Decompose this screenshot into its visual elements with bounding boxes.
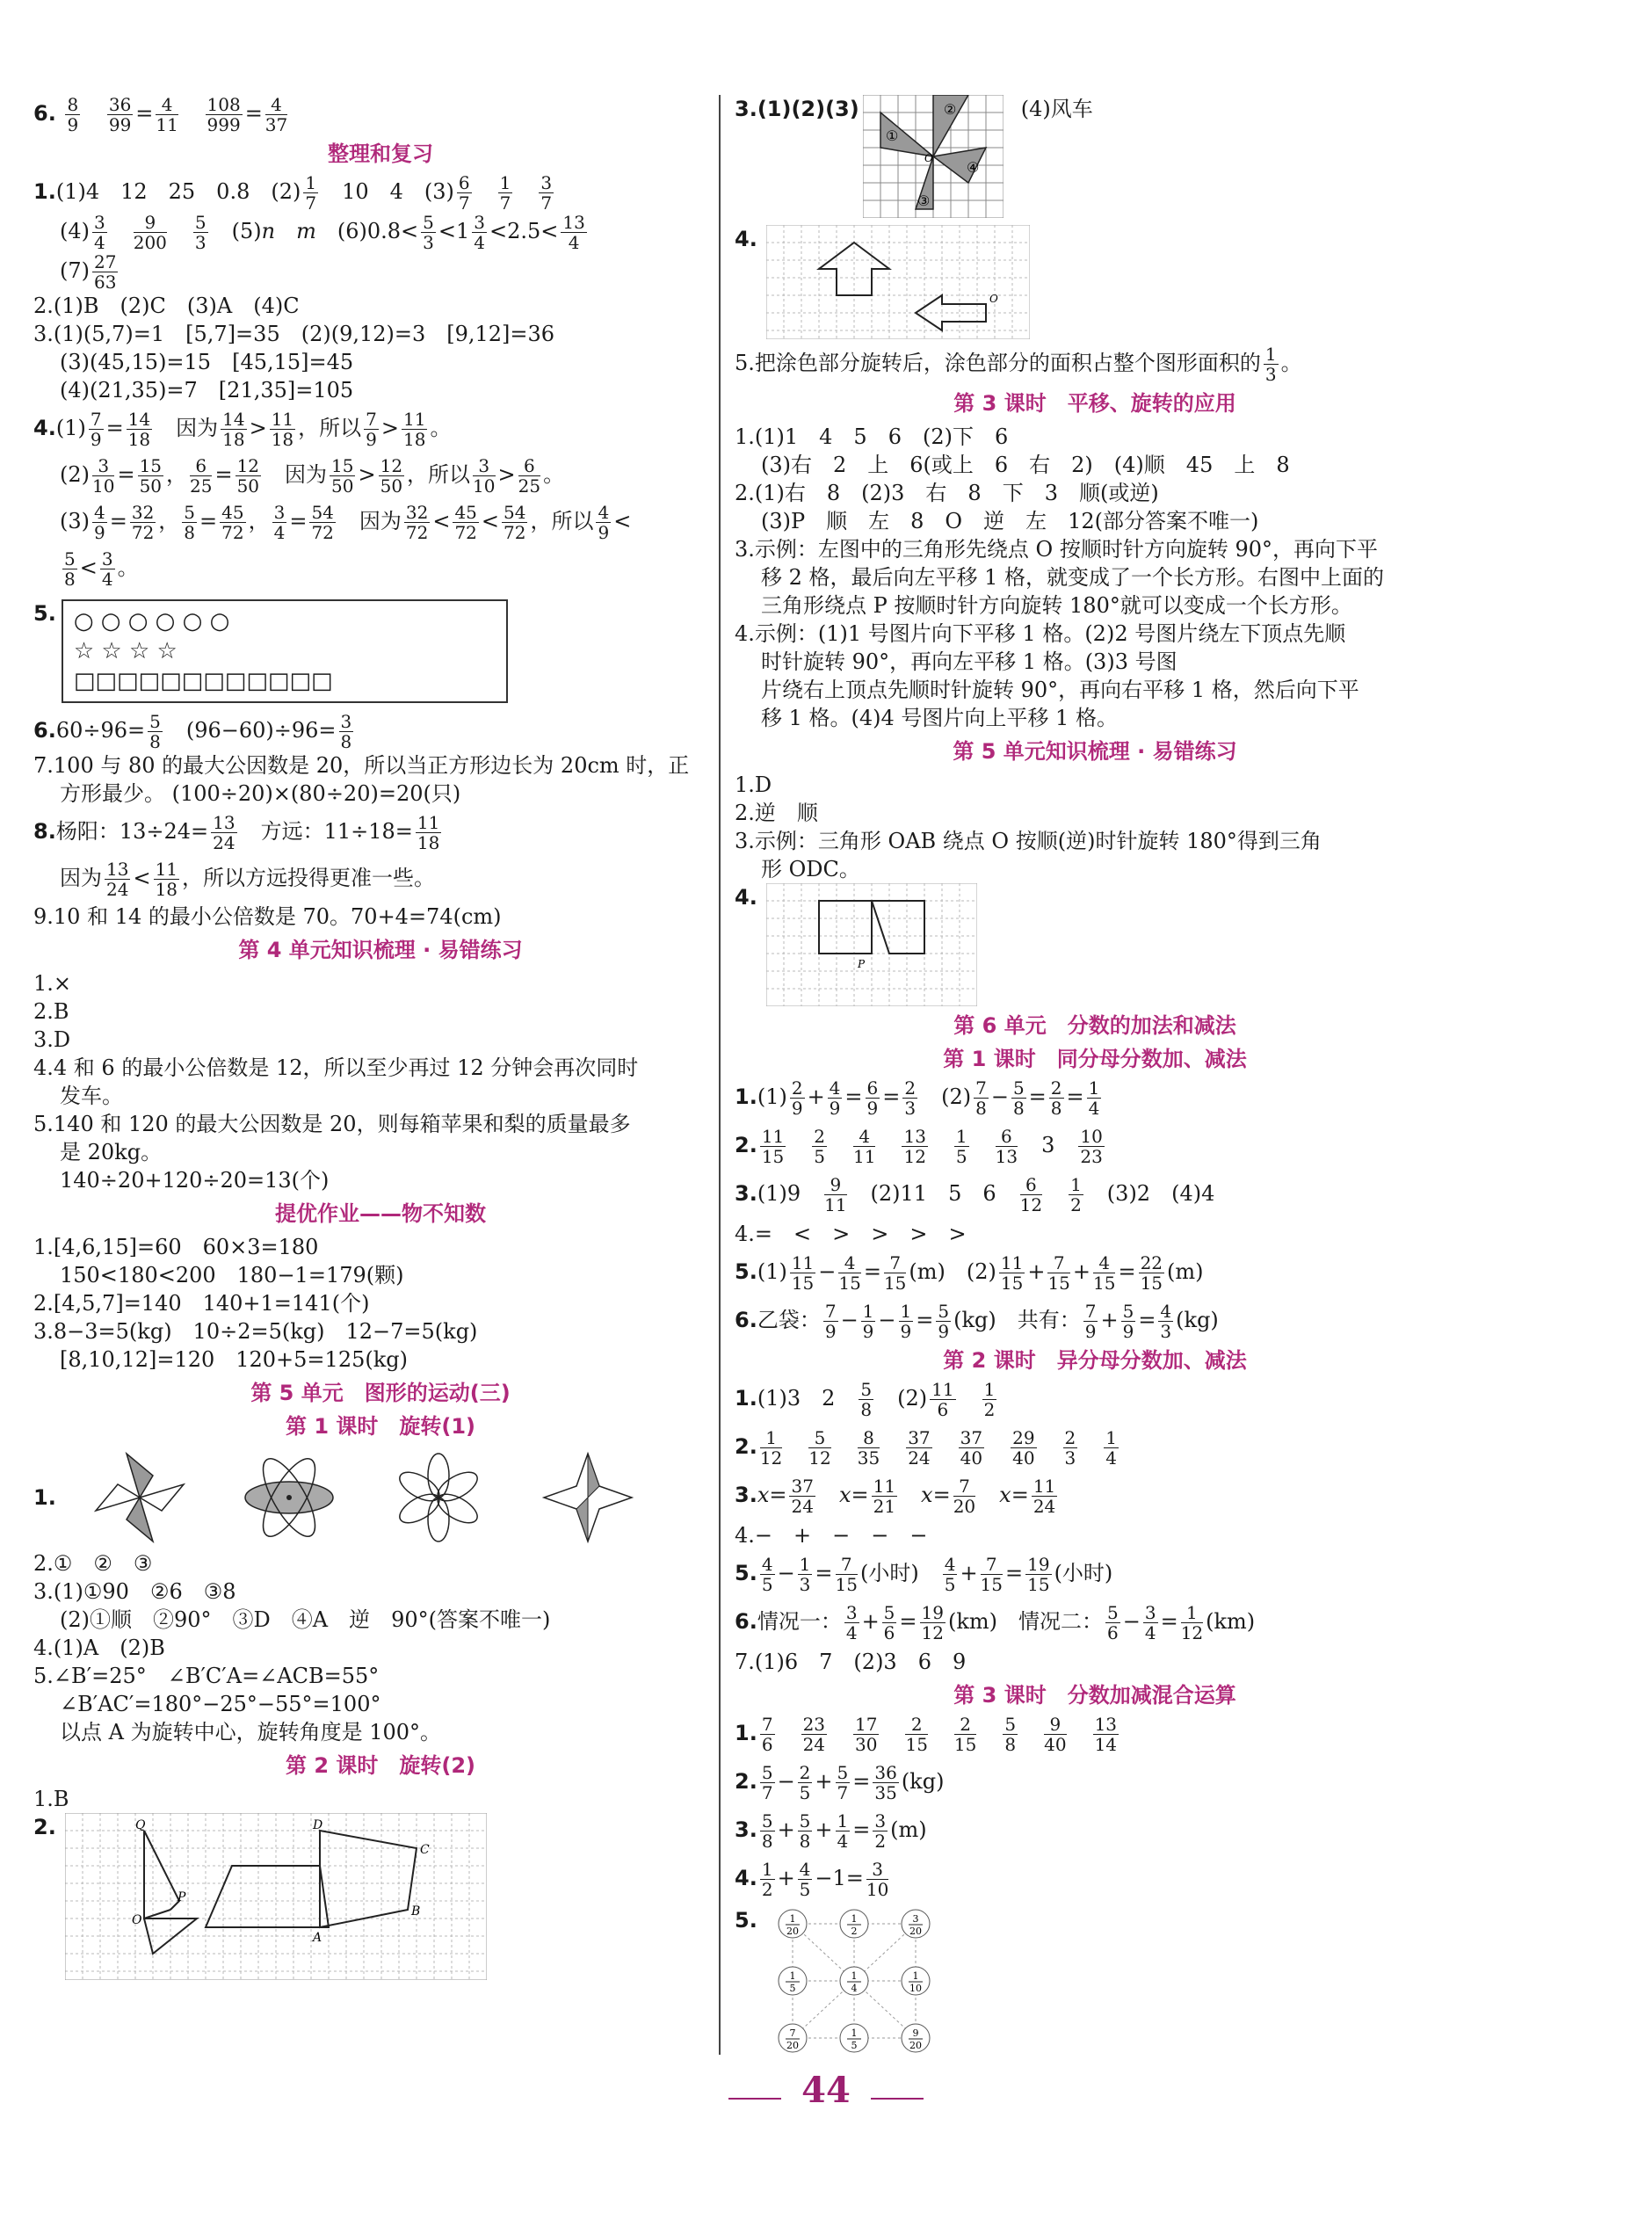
lesson1-4: 4.(1)A (2)B bbox=[33, 1636, 165, 1660]
svg-text:2: 2 bbox=[851, 1926, 858, 1937]
label-c: C bbox=[419, 1843, 430, 1857]
arrow-grid-figure bbox=[766, 225, 1030, 339]
svg-text:1: 1 bbox=[851, 2027, 858, 2039]
section-unit6-lesson1: 第 1 课时 同分母分数加、减法 bbox=[943, 1047, 1247, 1071]
svg-text:7: 7 bbox=[789, 2027, 796, 2039]
u5k-2: 2.逆 顺 bbox=[735, 801, 818, 825]
review-2: 2.(1)B (2)C (3)A (4)C bbox=[33, 294, 300, 318]
u6-3: 3.(1)9 $\frac{9}{11}$ (2)11 5 6 $\frac{6}{12}$ $\frac{1}{2}$ (3)2 (4)4 bbox=[735, 1174, 1215, 1215]
u6c-5: 5. 1 20 1 2 3 20 1 5 1 4 1 10 7 20 1 5 9 20 bbox=[735, 1906, 1455, 2056]
fraction-grid-figure bbox=[766, 1906, 942, 2056]
u6b-2: 2. $\frac{1}{12}$ $\frac{5}{12}$ $\frac{8}{35}$ $\frac{37}{24}$ $\frac{37}{40}$ $\frac{29}{40}$ $\frac{2}{3}$ $\frac{1}{4}$ bbox=[735, 1427, 1118, 1469]
svg-text:20: 20 bbox=[909, 1926, 922, 1937]
pinwheel-figure bbox=[91, 1449, 188, 1546]
review-3c: (4)(21,35)=7 [21,35]=105 bbox=[60, 378, 354, 403]
lesson3-3c: 三角形绕点 P 按顺时针方向旋转 180°就可以变成一个长方形。 bbox=[761, 593, 1352, 618]
section-review: 整理和复习 bbox=[328, 141, 433, 166]
svg-text:4: 4 bbox=[851, 1983, 858, 1994]
answer-6-top: 6. $\frac{8}{9}$ $\frac{36}{99}$ = $\frac{4}{11}$ $\frac{108}{999}$ = $\frac{4}{37}$ bbox=[33, 94, 288, 135]
label-p: P bbox=[177, 1890, 186, 1904]
review-7b: 方形最少。 (100÷20)×(80÷20)=20(只) bbox=[60, 781, 461, 806]
section-unit6: 第 6 单元 分数的加法和减法 bbox=[953, 1013, 1236, 1038]
u5k-4: 4. P bbox=[735, 883, 1455, 1006]
u6b-3: 3.x= $\frac{37}{24}$ x= $\frac{11}{21}$ x= $\frac{7}{20}$ x= $\frac{11}{24}$ bbox=[735, 1476, 1056, 1517]
section-unit5-lesson2: 第 2 课时 旋转(2) bbox=[285, 1753, 476, 1778]
page-number: 44 bbox=[801, 2070, 851, 2111]
stars-row: ☆ ☆ ☆ ☆ bbox=[73, 638, 178, 664]
tiyou-2: 2.[4,5,7]=140 140+1=141(个) bbox=[33, 1291, 370, 1316]
review-8b: 因为 $\frac{13}{24}$ < $\frac{11}{18}$ ，所以方远投得更准一些。 bbox=[60, 859, 436, 900]
review-6: 6.60÷96= $\frac{5}{8}$ (96−60)÷96= $\frac{3}{8}$ bbox=[33, 711, 352, 752]
svg-text:1: 1 bbox=[789, 1970, 796, 1982]
lesson1-3b: (2)①顺 ②90° ③D ④A 逆 90°(答案不唯一) bbox=[60, 1607, 551, 1632]
section-unit4: 第 4 单元知识梳理 · 易错练习 bbox=[238, 938, 523, 962]
lesson3-4c: 片绕右上顶点先顺时针旋转 90°，再向右平移 1 格，然后向下平 bbox=[761, 678, 1359, 702]
u6b-1: 1.(1)3 2 $\frac{5}{8}$ (2) $\frac{11}{6}$ $\frac{1}{2}$ bbox=[735, 1379, 996, 1420]
lesson2-2: 2. Q P O D C B A bbox=[33, 1813, 728, 1980]
tiyou-1b: 150<180<200 180−1=179(颗) bbox=[60, 1263, 404, 1287]
right-q3: 3.(1)(2)(3) ① ② ③ ④ O (4)风车 bbox=[735, 95, 1455, 218]
svg-text:5: 5 bbox=[789, 1983, 796, 1994]
u6c-4: 4. $\frac{1}{2}$ + $\frac{4}{5}$ −1= $\frac{3}{10}$ bbox=[735, 1859, 889, 1900]
unit4-5b: 是 20kg。 bbox=[60, 1140, 163, 1164]
svg-text:1: 1 bbox=[789, 1913, 796, 1925]
label-o: O bbox=[924, 152, 933, 164]
footer-dash-left bbox=[728, 2098, 781, 2100]
u5k-1: 1.D bbox=[735, 772, 772, 797]
review-1c: (7) $\frac{27}{63}$ bbox=[60, 251, 117, 293]
u6c-2: 2. $\frac{5}{7}$ − $\frac{2}{5}$ + $\frac{5}{7}$ = $\frac{36}{35}$ (kg) bbox=[735, 1762, 945, 1803]
lesson3-3a: 3.示例：左图中的三角形先绕点 O 按顺时针方向旋转 90°，再向下平 bbox=[735, 537, 1378, 562]
rotation-grid-figure bbox=[65, 1813, 487, 1980]
section-unit6-lesson3: 第 3 课时 分数加减混合运算 bbox=[953, 1683, 1236, 1708]
section-unit5-lesson1: 第 1 课时 旋转(1) bbox=[285, 1414, 476, 1439]
svg-text:10: 10 bbox=[909, 1983, 922, 1994]
label-2: ② bbox=[943, 101, 957, 118]
u6-6: 6.乙袋： $\frac{7}{9}$ − $\frac{1}{9}$ − $\frac{1}{9}$ = $\frac{5}{9}$ (kg) 共有： $\frac{7}{9}$ + $\frac{5}{9}$ = $\frac{4}{3}$ (kg) bbox=[735, 1301, 1219, 1342]
svg-text:20: 20 bbox=[786, 2040, 799, 2051]
review-9: 9.10 和 14 的最小公倍数是 70。70+4=74(cm) bbox=[33, 904, 502, 929]
review-4c: (3) $\frac{4}{9}$ = $\frac{32}{72}$ ， $\frac{5}{8}$ = $\frac{45}{72}$ ， $\frac{3}{4}$ = $\frac{54}{72}$ 因为 $\frac{32}{72}$ < $\frac{45}{72}$ < $\frac{54}{72}$ ，所以 $\frac{4}{9}$ < bbox=[60, 502, 632, 543]
u6b-7: 7.(1)6 7 (2)3 6 9 bbox=[735, 1650, 967, 1674]
u6b-4: 4.− + − − − bbox=[735, 1523, 928, 1548]
unit4-5c: 140÷20+120÷20=13(个) bbox=[60, 1168, 330, 1193]
u6b-6: 6.情况一： $\frac{3}{4}$ + $\frac{5}{6}$ = $\frac{19}{12}$ (km) 情况二： $\frac{5}{6}$ − $\frac{3}{4}$ = $\frac{1}{12}$ (km) bbox=[735, 1602, 1256, 1643]
svg-text:3: 3 bbox=[912, 1913, 919, 1925]
lesson3-3b: 移 2 格，最后向左平移 1 格，就变成了一个长方形。右图中上面的 bbox=[761, 565, 1385, 590]
right-q4: 4. O bbox=[735, 225, 1455, 339]
page-footer bbox=[0, 2070, 1652, 2111]
lesson3-4d: 移 1 格。(4)4 号图片向上平移 1 格。 bbox=[761, 706, 1118, 730]
u6-1: 1.(1) $\frac{2}{9}$ + $\frac{4}{9}$ = $\frac{6}{9}$ = $\frac{2}{3}$ (2) $\frac{7}{8}$ − $\frac{5}{8}$ = $\frac{2}{8}$ = $\frac{1}{4}$ bbox=[735, 1077, 1100, 1119]
tiyou-1a: 1.[4,6,15]=60 60×3=180 bbox=[33, 1235, 319, 1259]
review-4b: (2) $\frac{3}{10}$ = $\frac{15}{50}$ ， $\frac{6}{25}$ = $\frac{12}{50}$ 因为 $\frac{15}{50}$ > $\frac{12}{50}$ ，所以 $\frac{3}{10}$ > $\frac{6}{25}$ 。 bbox=[60, 455, 565, 497]
rect-grid-figure bbox=[766, 883, 977, 1006]
u6-4: 4.= < > > > > bbox=[735, 1222, 967, 1246]
label-b: B bbox=[410, 1904, 421, 1918]
label-3: ③ bbox=[917, 192, 931, 209]
review-5: 5. ○ ○ ○ ○ ○ ○ ☆ ☆ ☆ ☆ □□□□□□□□□□□□ bbox=[33, 599, 728, 703]
svg-text:1: 1 bbox=[851, 1970, 858, 1982]
svg-text:9: 9 bbox=[912, 2027, 919, 2039]
label-d: D bbox=[312, 1818, 323, 1832]
tiyou-3a: 3.8−3=5(kg) 10÷2=5(kg) 12−7=5(kg) bbox=[33, 1319, 478, 1344]
lesson1-2: 2.① ② ③ bbox=[33, 1551, 153, 1576]
review-4d: $\frac{5}{8}$ < $\frac{3}{4}$ 。 bbox=[64, 548, 139, 590]
pinwheel-answer: (4)风车 bbox=[1020, 97, 1093, 121]
star-figure bbox=[540, 1449, 636, 1546]
right-q5: 5.把涂色部分旋转后，涂色部分的面积占整个图形面积的 $\frac{1}{3}$ 。 bbox=[735, 344, 1302, 385]
lesson1-5c: 以点 A 为旋转中心，旋转角度是 100°。 bbox=[60, 1720, 442, 1744]
lesson3-4a: 4.示例：(1)1 号图片向下平移 1 格。(2)2 号图片绕左下顶点先顺 bbox=[735, 621, 1346, 646]
footer-dash-right bbox=[871, 2098, 924, 2100]
circles-row: ○ ○ ○ ○ ○ ○ bbox=[73, 608, 230, 635]
review-3a: 3.(1)(5,7)=1 [5,7]=35 (2)(9,12)=3 [9,12]=36 bbox=[33, 322, 555, 346]
u6-5: 5.(1) $\frac{11}{15}$ − $\frac{4}{15}$ = $\frac{7}{15}$ (m) (2) $\frac{11}{15}$ + $\frac{7}{15}$ + $\frac{4}{15}$ = $\frac{22}{15}$ (m) bbox=[735, 1252, 1204, 1294]
svg-text:1: 1 bbox=[851, 1913, 858, 1925]
unit4-4b: 发车。 bbox=[60, 1084, 123, 1108]
label-o: O bbox=[131, 1913, 142, 1927]
review-1a: 1.(1)4 12 25 0.8 (2) $\frac{1}{7}$ 10 4 (3) $\frac{6}{7}$ $\frac{1}{7}$ $\frac{3}{7}$ bbox=[33, 172, 553, 214]
svg-text:5: 5 bbox=[851, 2040, 858, 2051]
squares-row: □□□□□□□□□□□□ bbox=[73, 668, 333, 694]
unit4-3: 3.D bbox=[33, 1027, 71, 1052]
lesson2-1: 1.B bbox=[33, 1787, 69, 1811]
unit4-2: 2.B bbox=[33, 999, 69, 1024]
lesson3-1b: (3)右 2 上 6(或上 6 右 2) (4)顺 45 上 8 bbox=[761, 453, 1290, 477]
right-column bbox=[735, 95, 1455, 2056]
u6-2: 2. $\frac{11}{15}$ $\frac{2}{5}$ $\frac{4}{11}$ $\frac{13}{12}$ $\frac{1}{5}$ $\frac{6}{13}$ 3 $\frac{10}{23}$ bbox=[735, 1126, 1103, 1167]
label-q: Q bbox=[134, 1818, 146, 1832]
lesson3-4b: 时针旋转 90°，再向左平移 1 格。(3)3 号图 bbox=[761, 649, 1177, 674]
review-3b: (3)(45,15)=15 [45,15]=45 bbox=[60, 350, 354, 374]
label-o2: O bbox=[989, 293, 998, 305]
lesson1-q1: 1. bbox=[33, 1446, 728, 1549]
section-unit5-knowledge: 第 5 单元知识梳理 · 易错练习 bbox=[953, 739, 1237, 764]
tiyou-3b: [8,10,12]=120 120+5=125(kg) bbox=[60, 1347, 408, 1372]
lesson1-3a: 3.(1)①90 ②6 ③8 bbox=[33, 1579, 236, 1604]
label-a: A bbox=[312, 1931, 322, 1945]
atom-figure bbox=[241, 1449, 337, 1546]
label-4: ④ bbox=[966, 159, 980, 176]
section-unit5: 第 5 单元 图形的运动(三) bbox=[250, 1381, 511, 1405]
review-4a: 4.(1) $\frac{7}{9}$ = $\frac{14}{18}$ 因为 $\frac{14}{18}$ > $\frac{11}{18}$ ，所以 $\frac{7}{9}$ > $\frac{11}{18}$ 。 bbox=[33, 409, 452, 450]
lesson1-5a: 5.∠B′=25° ∠B′C′A=∠ACB=55° bbox=[33, 1664, 380, 1688]
lesson1-5b: ∠B′AC′=180°−25°−55°=100° bbox=[60, 1692, 381, 1716]
svg-text:20: 20 bbox=[786, 1926, 799, 1937]
u6b-5: 5. $\frac{4}{5}$ − $\frac{1}{3}$ = $\frac{7}{15}$ (小时) $\frac{4}{5}$ + $\frac{7}{15}$ = $\frac{19}{15}$ (小时) bbox=[735, 1554, 1113, 1595]
left-column bbox=[33, 95, 728, 1980]
shape-box bbox=[62, 599, 508, 703]
u5k-3a: 3.示例：三角形 OAB 绕点 O 按顺(逆)时针旋转 180°得到三角 bbox=[735, 829, 1322, 853]
svg-text:20: 20 bbox=[909, 2040, 922, 2051]
section-lesson3: 第 3 课时 平移、旋转的应用 bbox=[953, 391, 1236, 416]
label-p2: P bbox=[857, 958, 865, 970]
u5k-3b: 形 ODC。 bbox=[761, 857, 860, 881]
review-7a: 7.100 与 80 的最大公因数是 20，所以当正方形边长为 20cm 时，正 bbox=[33, 753, 690, 778]
unit4-1: 1.× bbox=[33, 971, 72, 996]
pinwheel-grid-figure bbox=[863, 95, 1004, 218]
rotation-figures bbox=[56, 1446, 636, 1549]
u6c-1: 1. $\frac{7}{6}$ $\frac{23}{24}$ $\frac{17}{30}$ $\frac{2}{15}$ $\frac{2}{15}$ $\frac{5}{8}$ $\frac{9}{40}$ $\frac{13}{14}$ bbox=[735, 1714, 1118, 1755]
lesson3-2a: 2.(1)右 8 (2)3 右 8 下 3 顺(或逆) bbox=[735, 481, 1159, 505]
unit4-5a: 5.140 和 120 的最大公因数是 20，则每箱苹果和梨的质量最多 bbox=[33, 1112, 631, 1136]
svg-text:1: 1 bbox=[912, 1970, 919, 1982]
review-1b: (4) $\frac{3}{4}$ $\frac{9}{200}$ $\frac{5}{3}$ (5)n m (6)0.8< $\frac{5}{3}$ <1 $\frac{3}{4}$ <2.5< $\frac{13}{4}$ bbox=[60, 212, 585, 253]
label-1: ① bbox=[885, 127, 899, 144]
lesson3-2b: (3)P 顺 左 8 O 逆 左 12(部分答案不唯一) bbox=[761, 509, 1259, 533]
section-tiyou: 提优作业——物不知数 bbox=[275, 1201, 486, 1226]
review-8a: 8.杨阳：13÷24= $\frac{13}{24}$ 方远：11÷18= $\frac{11}{18}$ bbox=[33, 812, 440, 853]
section-unit6-lesson2: 第 2 课时 异分母分数加、减法 bbox=[943, 1348, 1247, 1373]
lesson3-1a: 1.(1)1 4 5 6 (2)下 6 bbox=[735, 424, 1009, 449]
u6c-3: 3. $\frac{5}{8}$ + $\frac{5}{8}$ + $\frac{1}{4}$ = $\frac{3}{2}$ (m) bbox=[735, 1810, 927, 1852]
flower-figure bbox=[390, 1449, 487, 1546]
unit4-4a: 4.4 和 6 的最小公倍数是 12，所以至少再过 12 分钟会再次同时 bbox=[33, 1055, 639, 1080]
